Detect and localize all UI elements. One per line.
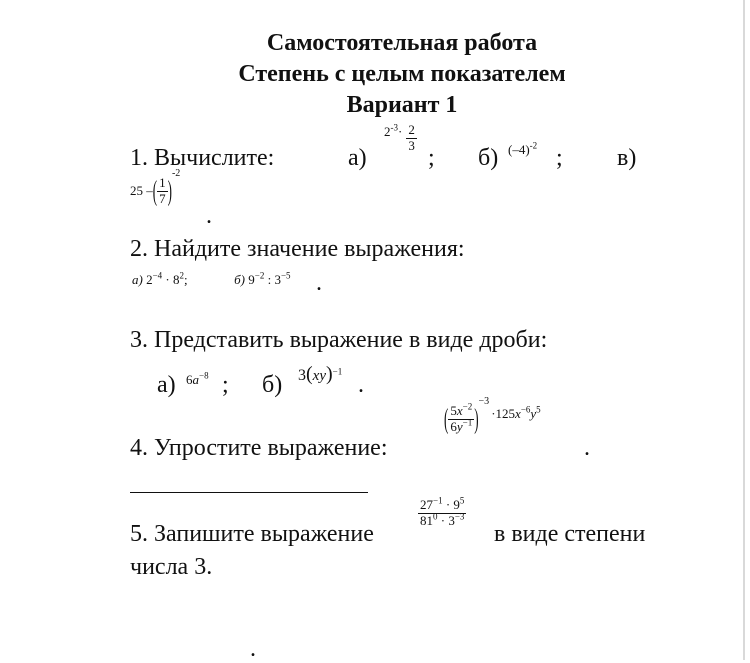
task1-a-end: ; <box>428 145 435 171</box>
worksheet-variant: Вариант 1 <box>346 92 458 118</box>
task3-b-end: . <box>358 372 364 398</box>
worksheet-subtitle: Степень с целым показателем <box>238 61 566 87</box>
task3-b-expression: 3(xy)$^{-1}$ <box>298 363 343 385</box>
task1-a-label: а) <box>348 145 367 171</box>
task1-label: 1. Вычислите: <box>130 145 275 171</box>
task1-b-expression: $(-4)^{-2}$ <box>508 140 538 157</box>
task5-expression <box>418 495 466 529</box>
task2-expressions: а) $2^{-4} \cdot 8^2$; б) $9^{-2}$ : $3^{-5}$ <box>132 270 291 287</box>
task5-fraction: $\frac{27^{-1} \cdot 9^5}{81^0 \cdot 3^{-3}}$ <box>420 495 465 528</box>
footer-dot: . <box>250 636 256 662</box>
task3-a-label: а) <box>157 372 176 398</box>
task4-label: 4. Упростите выражение: <box>130 435 388 461</box>
task1-c-fraction: $\frac{1}{7}$ <box>159 175 166 206</box>
task1-b-end: ; <box>556 145 563 171</box>
task3-b-label: б) <box>262 372 283 398</box>
task2-label: 2. Найдите значение выражения: <box>130 236 465 262</box>
task1-c-expression: 25 – ( $\frac{1}{7}$ ) -2 <box>130 167 181 207</box>
task1-c-label: в) <box>617 145 637 171</box>
answer-line <box>130 492 368 493</box>
task4-end: . <box>584 435 590 461</box>
task5-line2: числа 3. <box>130 554 213 580</box>
task1-c-end: . <box>206 203 212 229</box>
task4-expression: ( $\frac{5x^{-2}}{6y^{-1}}$ ) −3 $\cdot 125x^{-6}y^5$ <box>444 395 541 435</box>
task3-a-expression: $6a^{-8}$ <box>186 370 209 387</box>
task1-a-expression: $^{2^{-3}\cdot}$ $\frac{2}{3}$ <box>384 122 415 153</box>
worksheet-title: Самостоятельная работа <box>266 30 538 56</box>
task3-a-end: ; <box>222 372 229 398</box>
task5-tail: в виде степени <box>494 521 646 547</box>
task2-end: . <box>316 270 322 296</box>
task1-b-label: б) <box>478 145 499 171</box>
task3-label: 3. Представить выражение в виде дроби: <box>130 327 548 353</box>
task1-a-fraction: $\frac{2}{3}$ <box>408 122 415 153</box>
task4-fraction: $\frac{5x^{-2}}{6y^{-1}}$ <box>450 401 473 434</box>
task5-label: 5. Запишите выражение <box>130 521 374 547</box>
